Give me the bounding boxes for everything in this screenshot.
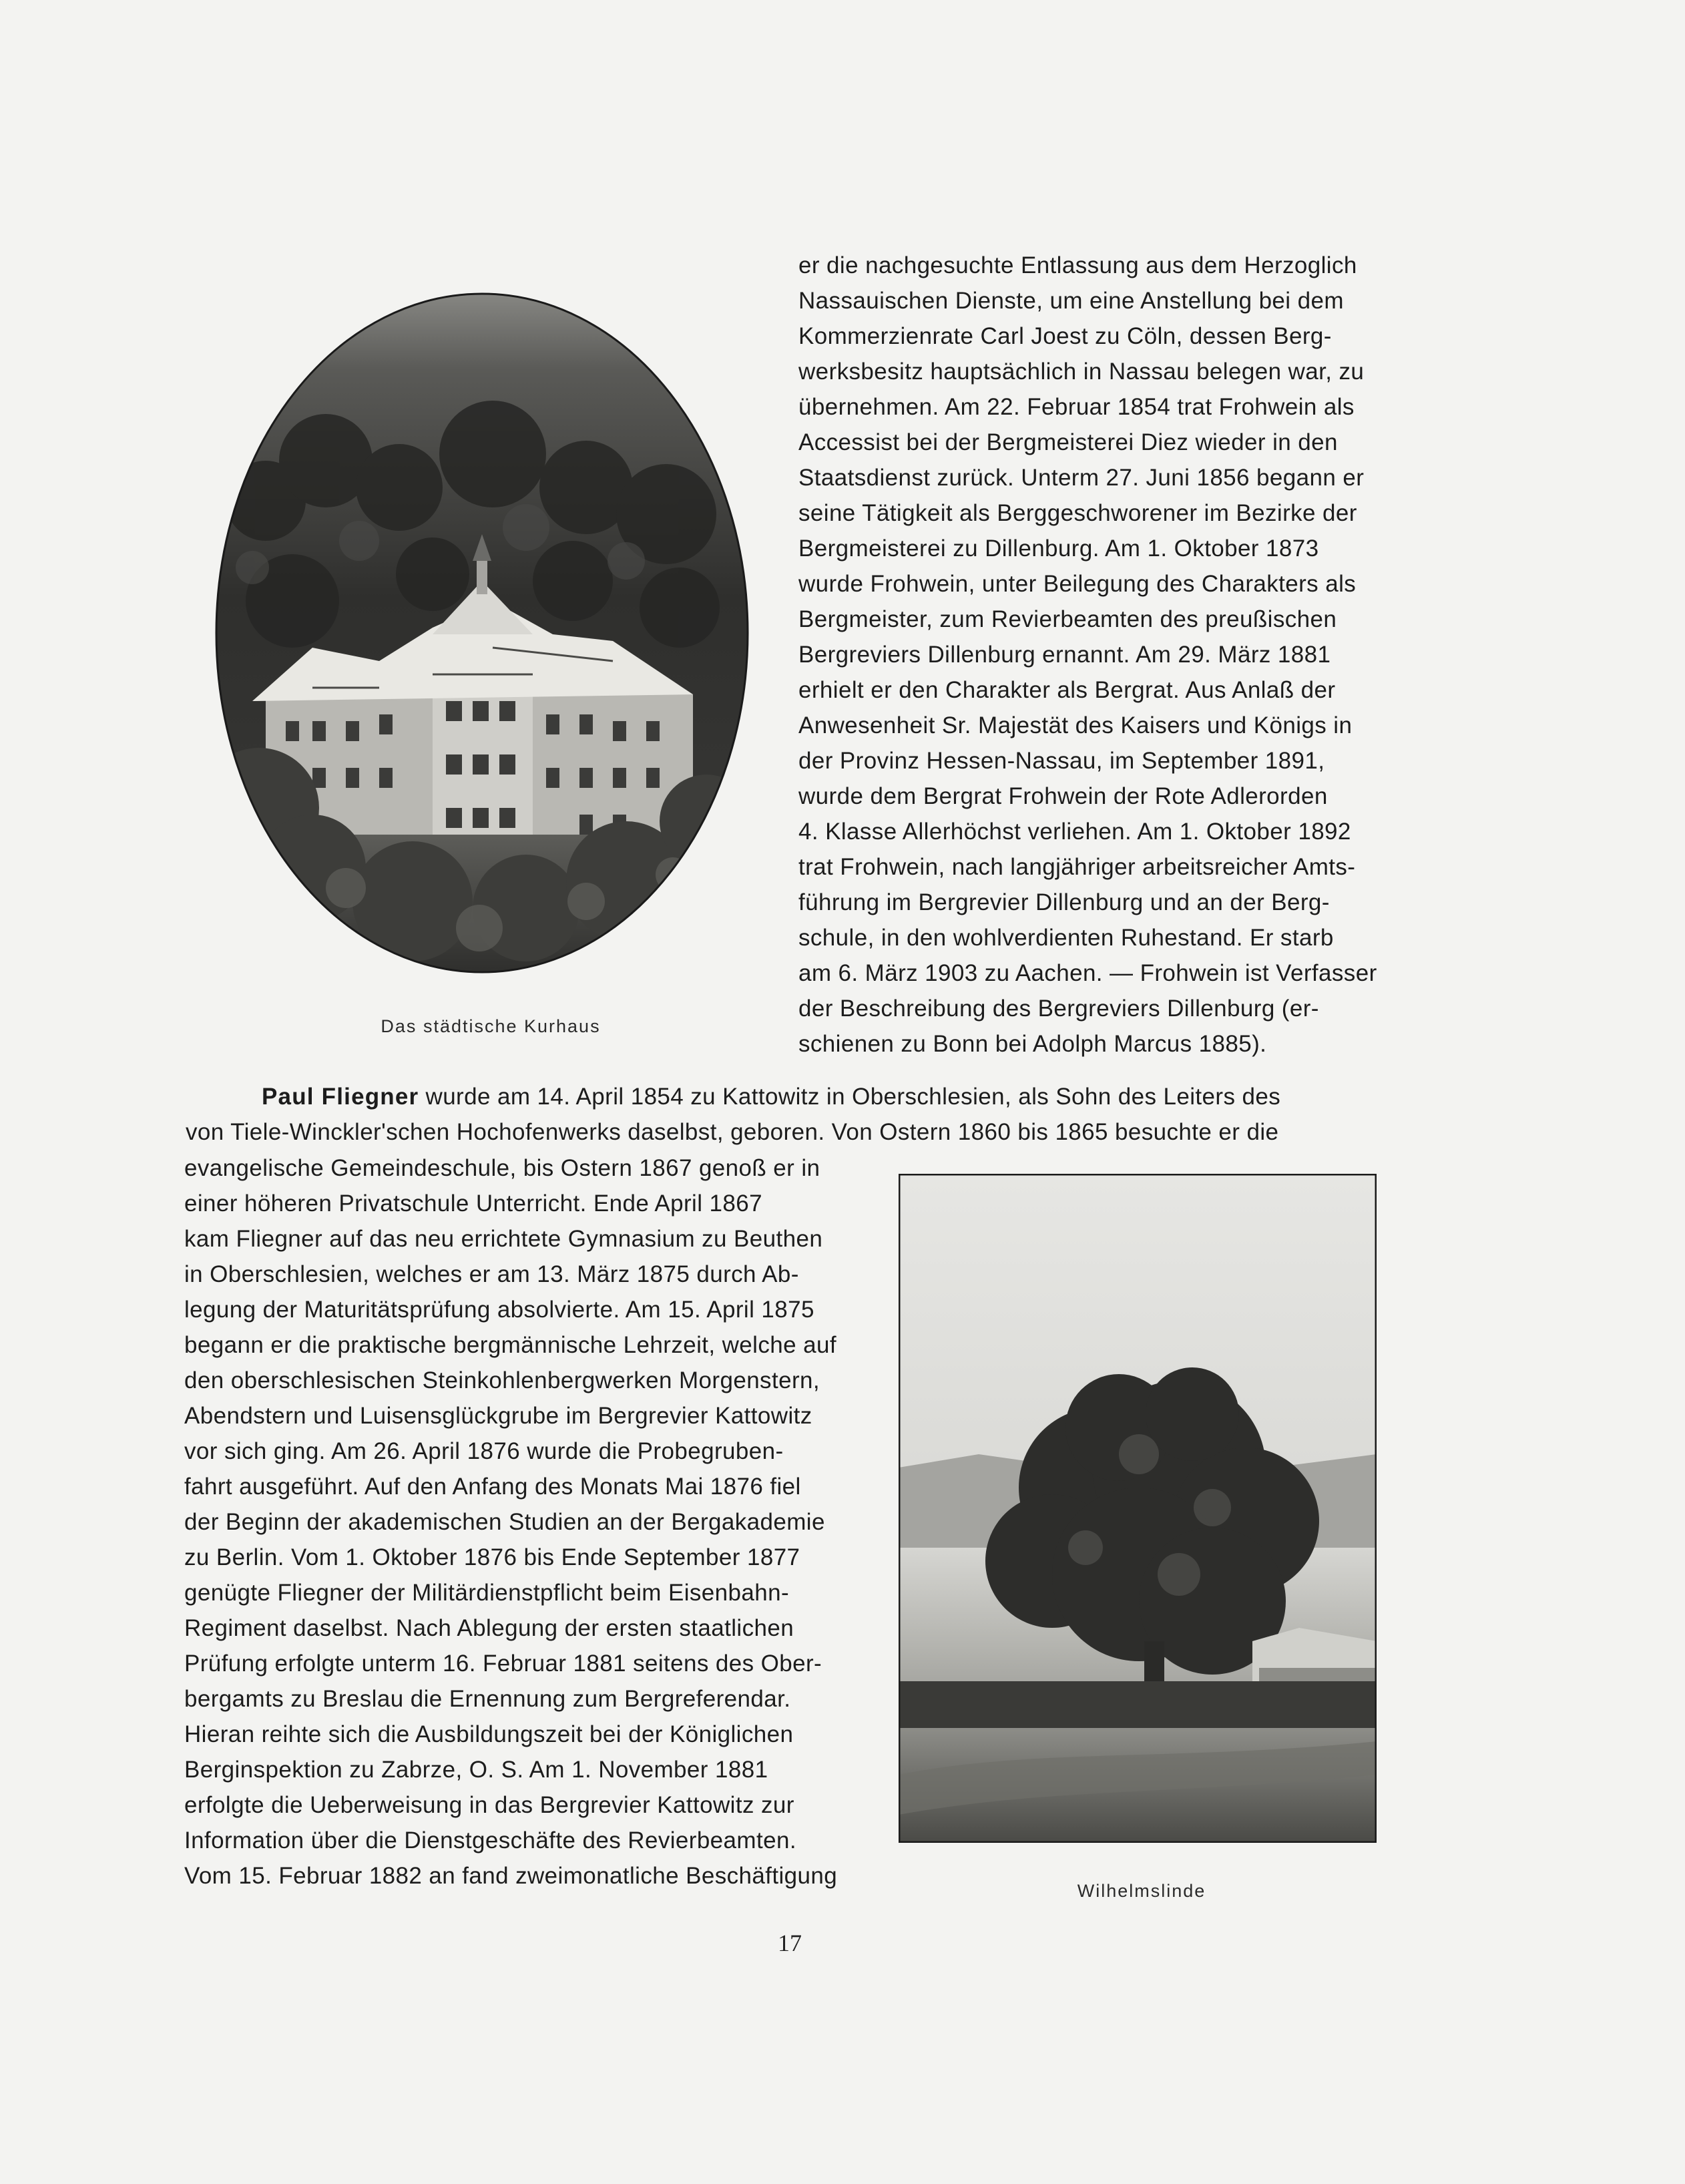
text-fragment: wurde am 14. April 1854 zu Kattowitz in Oberschlesien, als Sohn des Leiters des [425,1084,1281,1110]
text-line: wurde Frohwein, unter Beilegung des Charakters als [798,571,1357,597]
text-line: am 6. März 1903 zu Aachen. — Frohwein ist Verfasser [798,960,1377,986]
text-line: Berginspektion zu Zabrze, O. S. Am 1. November 1881 [184,1757,768,1783]
text-line: der Provinz Hessen-Nassau, im September 1891, [798,748,1325,774]
text-line: trat Frohwein, nach langjähriger arbeitsreicher Amts- [798,854,1356,880]
text-line: wurde dem Bergrat Frohwein der Rote Adlerorden [798,783,1328,809]
text-line: evangelische Gemeindeschule, bis Ostern 1867 genoß er in [184,1155,820,1181]
text-line: schule, in den wohlverdienten Ruhestand. Er starb [798,925,1334,951]
text-line: genügte Fliegner der Militärdienstpflicht beim Eisenbahn- [184,1580,790,1606]
text-line: kam Fliegner auf das neu errichtete Gymnasium zu Beuthen [184,1226,823,1252]
text-line: in Oberschlesien, welches er am 13. März 1875 durch Ab- [184,1261,799,1287]
text-line: der Beschreibung des Bergreviers Dillenburg (er- [798,996,1319,1022]
text-line: Vom 15. Februar 1882 an fand zweimonatliche Beschäftigung [184,1863,838,1889]
kurhaus-caption: Das städtische Kurhaus [381,1016,601,1036]
text-line: übernehmen. Am 22. Februar 1854 trat Frohwein als [798,394,1355,420]
text-line: er die nachgesuchte Entlassung aus dem Herzoglich [798,252,1357,278]
fliegner-first-line [262,1080,1280,1114]
text-line: Nassauischen Dienste, um eine Anstellung bei dem [798,288,1344,314]
text-line: Hieran reihte sich die Ausbildungszeit bei der Königlichen [184,1721,794,1747]
text-line: der Beginn der akademischen Studien an der Bergakademie [184,1509,825,1535]
text-line: den oberschlesischen Steinkohlenbergwerken Morgenstern, [184,1367,820,1393]
text-line: zu Berlin. Vom 1. Oktober 1876 bis Ende September 1877 [184,1544,800,1570]
text-line: Bergmeister, zum Revierbeamten des preußischen [798,606,1337,632]
text-line: Anwesenheit Sr. Majestät des Kaisers und Königs in [798,712,1353,738]
kurhaus-photo [212,287,752,975]
text-line: legung der Maturitätsprüfung absolvierte. Am 15. April 1875 [184,1297,814,1323]
text-line: seine Tätigkeit als Berggeschworener im Bezirke der [798,500,1357,526]
text-line: schienen zu Bonn bei Adolph Marcus 1885). [798,1031,1267,1057]
text-line: werksbesitz hauptsächlich in Nassau belegen war, zu [798,359,1365,385]
text-line: Prüfung erfolgte unterm 16. Februar 1881 seitens des Ober- [184,1651,822,1677]
wilhelmslinde-caption: Wilhelmslinde [1077,1881,1206,1901]
text-line: einer höheren Privatschule Unterricht. Ende April 1867 [184,1190,762,1217]
text-line: fahrt ausgeführt. Auf den Anfang des Monats Mai 1876 fiel [184,1474,801,1500]
text-line: bergamts zu Breslau die Ernennung zum Bergreferendar. [184,1686,791,1712]
text-line: Accessist bei der Bergmeisterei Diez wieder in den [798,429,1338,455]
text-line: erhielt er den Charakter als Bergrat. Aus Anlaß der [798,677,1336,703]
text-line: führung im Bergrevier Dillenburg und an der Berg- [798,889,1330,915]
text-line: Bergreviers Dillenburg ernannt. Am 29. März 1881 [798,642,1331,668]
text-line: 4. Klasse Allerhöchst verliehen. Am 1. Oktober 1892 [798,819,1351,845]
text-line: Kommerzienrate Carl Joest zu Cöln, dessen Berg- [798,323,1332,349]
text-line: Bergmeisterei zu Dillenburg. Am 1. Oktober 1873 [798,535,1319,562]
wilhelmslinde-photo [899,1174,1377,1843]
page-number: 17 [778,1930,802,1956]
person-name: Paul Fliegner [262,1084,419,1110]
text-line: Regiment daselbst. Nach Ablegung der ersten staatlichen [184,1615,794,1641]
text-line: von Tiele-Winckler'schen Hochofenwerks daselbst, geboren. Von Ostern 1860 bis 1865 besuchte er die [186,1119,1279,1145]
text-line: vor sich ging. Am 26. April 1876 wurde die Probegruben- [184,1438,784,1464]
text-line: Information über die Dienstgeschäfte des Revierbeamten. [184,1827,796,1853]
text-line: Abendstern und Luisensglückgrube im Bergrevier Kattowitz [184,1403,812,1429]
text-line: Staatsdienst zurück. Unterm 27. Juni 1856 begann er [798,465,1365,491]
text-line: begann er die praktische bergmännische Lehrzeit, welche auf [184,1332,836,1358]
text-line: erfolgte die Ueberweisung in das Bergrevier Kattowitz zur [184,1792,794,1818]
